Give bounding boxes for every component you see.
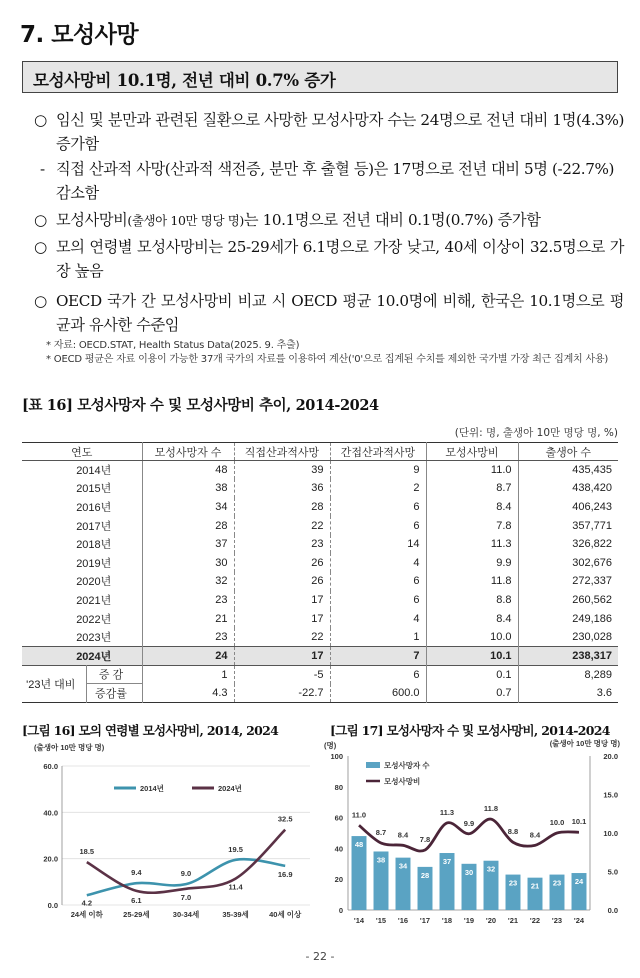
- table-cell: 8.4: [426, 498, 518, 517]
- y-axis-title: (출생아 10만 명당 명): [34, 743, 105, 752]
- table-cell: -22.7: [234, 684, 330, 703]
- table-cell: 48: [142, 461, 234, 480]
- col-header: 간접산과적사망: [330, 443, 426, 461]
- table-cell: -5: [234, 665, 330, 684]
- table-cell: 36: [234, 479, 330, 498]
- table-cell: 238,317: [518, 646, 618, 665]
- table-row: [22, 591, 618, 610]
- year-cell: 2017년: [76, 520, 112, 533]
- table-cell: 22: [234, 628, 330, 647]
- year-cell: 2020년: [76, 576, 112, 589]
- x-tick-label: '23: [551, 916, 563, 925]
- table-cell: 17: [234, 591, 330, 610]
- y-tick-label: 0.0: [47, 901, 58, 910]
- table-cell: 260,562: [518, 591, 618, 610]
- table-row: [22, 479, 618, 498]
- table-row: [22, 609, 618, 628]
- x-tick-label: 40세 이상: [269, 910, 302, 919]
- data-label: 16.9: [277, 869, 293, 879]
- table-cell: 6: [330, 572, 426, 591]
- table-cell: 1: [330, 628, 426, 647]
- data-label: 9.4: [131, 868, 142, 878]
- x-tick-label: '22: [529, 916, 541, 925]
- col-header: 직접산과적사망: [234, 443, 330, 461]
- bullet-text: 직접 산과적 사망(산과적 색전증, 분만 후 출혈 등)은 17명으로 전년 대비 5명 (-22.7%) 감소함: [56, 160, 615, 202]
- section-title: 7. 모성사망: [20, 22, 139, 48]
- x-tick-label: '18: [441, 916, 453, 925]
- table-cell: 23: [142, 628, 234, 647]
- data-label: 32.5: [277, 814, 293, 824]
- bullet-5: [34, 289, 624, 337]
- table-cell: 10.1: [426, 646, 518, 665]
- table-cell: 23: [234, 535, 330, 554]
- table-cell: 4.3: [142, 684, 234, 703]
- line-value-label: 10.1: [571, 817, 587, 827]
- right-axis-title: (출생아 10만 명당 명): [549, 739, 620, 748]
- data-label: 19.5: [228, 844, 243, 854]
- line-value-label: 7.8: [419, 834, 431, 844]
- year-cell: 2016년: [76, 501, 112, 514]
- legend-swatch-bar: [366, 762, 380, 768]
- table-cell: 2: [330, 479, 426, 498]
- data-label: 4.2: [81, 898, 93, 908]
- data-label: 18.5: [79, 847, 95, 857]
- bullet-2: [40, 157, 624, 205]
- table-unit: (단위: 명, 출생아 10만 명당 명, %): [454, 427, 618, 439]
- col-header: 모성사망자 수: [142, 443, 234, 461]
- table-cell: 6: [330, 498, 426, 517]
- table-row: [22, 684, 618, 703]
- bullet-text: OECD 국가 간 모성사망비 비교 시 OECD 평균 10.0명에 비해, 한국은 10.1명으로 평균과 유사한 수준임: [56, 292, 624, 334]
- x-tick-label: '19: [463, 916, 475, 925]
- bar-value-label: 23: [552, 878, 562, 888]
- table-cell: 39: [234, 461, 330, 480]
- table-row: [22, 461, 618, 480]
- x-tick-label: '20: [485, 916, 497, 925]
- line-value-label: 9.9: [463, 818, 475, 828]
- bullet-text: 모성사망비(출생아 10만 명당 명)는 10.1명으로 전년 대비 0.1명(0.7%) 증가함: [56, 211, 541, 229]
- table-cell: 37: [142, 535, 234, 554]
- source-note: * 자료: OECD.STAT, Health Status Data(2025. 9. 추출): [46, 340, 300, 351]
- table-cell: 34: [142, 498, 234, 517]
- table-cell: 4: [330, 553, 426, 572]
- line-value-label: 11.3: [439, 807, 455, 817]
- line-value-label: 8.8: [507, 827, 519, 837]
- left-tick-label: 80: [334, 782, 343, 792]
- y-tick-label: 40.0: [43, 808, 58, 818]
- bullet-mark: ○: [34, 238, 47, 256]
- table-row: [22, 665, 618, 684]
- table-cell: 9: [330, 461, 426, 480]
- table-cell: 26: [234, 572, 330, 591]
- col-header: 연도: [22, 443, 142, 461]
- x-tick-label: '21: [507, 916, 519, 925]
- table-caption: [표 16] 모성사망자 수 및 모성사망비 추이, 2014-2024: [22, 397, 379, 414]
- bar-value-label: 34: [398, 861, 408, 871]
- line-value-label: 8.4: [529, 830, 541, 840]
- table-cell: 11.0: [426, 461, 518, 480]
- year-cell: 2018년: [76, 539, 112, 552]
- table-cell: 272,337: [518, 572, 618, 591]
- year-cell: 2024년: [22, 646, 142, 665]
- line-value-label: 11.8: [483, 804, 499, 814]
- table-cell: 32: [142, 572, 234, 591]
- bar-value-label: 21: [530, 881, 540, 891]
- right-tick-label: 15.0: [603, 790, 618, 800]
- col-header: 출생아 수: [518, 443, 618, 461]
- table-cell: 0.1: [426, 665, 518, 684]
- data-label: 6.1: [131, 895, 142, 905]
- oecd-note: * OECD 평균은 자료 이용이 가능한 37개 국가의 자료를 이용하여 계산('0'으로 집계된 수치를 제외한 국가별 가장 최근 집계치 사용): [46, 354, 609, 365]
- table-cell: 7.8: [426, 516, 518, 535]
- table-cell: 600.0: [330, 684, 426, 703]
- figure-16-caption: [그림 16] 모의 연령별 모성사망비, 2014, 2024: [22, 723, 279, 738]
- table-cell: 17: [234, 646, 330, 665]
- left-tick-label: 60: [334, 813, 343, 823]
- table-row: [22, 553, 618, 572]
- table-cell: 30: [142, 553, 234, 572]
- diff-group-cell: '23년 대비: [26, 678, 76, 691]
- y-tick-label: 60.0: [43, 762, 58, 771]
- right-tick-label: 5.0: [607, 867, 618, 877]
- bar-value-label: 37: [442, 857, 452, 867]
- bullet-mark: ○: [34, 211, 47, 229]
- trend-chart: [322, 738, 622, 932]
- x-tick-label: 30-34세: [172, 910, 200, 919]
- line-value-label: 8.7: [375, 828, 387, 838]
- x-tick-label: 25-29세: [123, 910, 150, 919]
- year-cell: 2021년: [76, 594, 112, 607]
- table-cell: 28: [142, 516, 234, 535]
- year-cell: 2014년: [76, 465, 112, 478]
- legend-label: 2024년: [218, 784, 242, 793]
- x-tick-label: '24: [573, 916, 585, 925]
- table-cell: 22: [234, 516, 330, 535]
- y-tick-label: 20.0: [43, 854, 58, 864]
- table-cell: 230,028: [518, 628, 618, 647]
- year-cell: 2019년: [76, 557, 112, 570]
- table-cell: 24: [142, 646, 234, 665]
- bar-value-label: 24: [574, 877, 584, 887]
- right-tick-label: 20.0: [603, 752, 618, 761]
- table-cell: 8.7: [426, 479, 518, 498]
- table-cell: 1: [142, 665, 234, 684]
- bar-value-label: 38: [376, 855, 386, 865]
- data-label: 7.0: [180, 892, 192, 902]
- table-cell: 6: [330, 665, 426, 684]
- table-cell: 11.3: [426, 535, 518, 554]
- line-value-label: 10.0: [549, 818, 565, 827]
- legend-label: 2014년: [140, 784, 164, 793]
- maternal-death-table: [22, 442, 618, 703]
- bullet-1: [34, 108, 624, 156]
- table-cell: 435,435: [518, 461, 618, 480]
- x-tick-label: '17: [419, 916, 431, 925]
- line-value-label: 8.4: [397, 830, 409, 840]
- table-cell: 326,822: [518, 535, 618, 554]
- diff-label-cell: 증 감: [86, 665, 142, 684]
- data-label: 11.4: [228, 882, 243, 892]
- year-cell: 2023년: [76, 631, 112, 644]
- table-cell: 249,186: [518, 609, 618, 628]
- legend-label: 모성사망비: [384, 777, 421, 786]
- left-axis-title: (명): [324, 741, 337, 750]
- left-tick-label: 100: [330, 752, 343, 761]
- table-cell: 9.9: [426, 553, 518, 572]
- table-row: [22, 572, 618, 591]
- bullet-3: [34, 208, 624, 233]
- year-cell: 2015년: [76, 483, 112, 496]
- bullet-text: 임신 및 분만과 관련된 질환으로 사망한 모성사망자 수는 24명으로 전년 대비 1명(4.3%) 증가함: [56, 111, 624, 153]
- line-value-label: 11.0: [351, 810, 367, 820]
- bullet-text: 모의 연령별 모성사망비는 25-29세가 6.1명으로 가장 낮고, 40세 이상이 32.5명으로 가장 높음: [56, 238, 624, 280]
- data-label: 9.0: [180, 869, 192, 879]
- bullet-mark: ○: [34, 111, 47, 129]
- bar-value-label: 30: [464, 867, 474, 877]
- table-cell: 17: [234, 609, 330, 628]
- right-tick-label: 0.0: [607, 906, 618, 915]
- table-cell: 438,420: [518, 479, 618, 498]
- table-cell: 26: [234, 553, 330, 572]
- table-cell: 0.7: [426, 684, 518, 703]
- legend-label: 모성사망자 수: [384, 761, 430, 770]
- bar-value-label: 32: [486, 864, 496, 874]
- year-cell: 2022년: [76, 613, 112, 626]
- bullet-mark: -: [40, 160, 45, 178]
- table-cell: 21: [142, 609, 234, 628]
- table-row: [22, 628, 618, 647]
- age-maternal-chart: [22, 738, 317, 930]
- table-cell: 38: [142, 479, 234, 498]
- col-header: 모성사망비: [426, 443, 518, 461]
- left-tick-label: 20: [334, 875, 343, 885]
- x-tick-label: 35-39세: [222, 910, 249, 919]
- table-cell: 23: [142, 591, 234, 610]
- bar-value-label: 23: [508, 878, 518, 888]
- diff-label-cell: 증감률: [86, 684, 142, 703]
- bullet-4: [34, 235, 624, 283]
- table-row: [22, 498, 618, 517]
- bar-value-label: 28: [420, 870, 430, 880]
- x-tick-label: 24세 이하: [70, 910, 103, 919]
- table-row: [22, 516, 618, 535]
- x-tick-label: '14: [353, 916, 365, 925]
- table-cell: 14: [330, 535, 426, 554]
- table-cell: 7: [330, 646, 426, 665]
- headline-box: 모성사망비 10.1명, 전년 대비 0.7% 증가: [22, 61, 618, 93]
- bullet-mark: ○: [34, 292, 47, 310]
- bar-value-label: 48: [354, 840, 364, 850]
- table-cell: 357,771: [518, 516, 618, 535]
- table-cell: 8.4: [426, 609, 518, 628]
- table-cell: 28: [234, 498, 330, 517]
- table-cell: 8,289: [518, 665, 618, 684]
- left-tick-label: 0: [338, 906, 343, 915]
- table-cell: 6: [330, 516, 426, 535]
- table-row: [22, 535, 618, 554]
- x-tick-label: '15: [375, 916, 387, 925]
- table-cell: 10.0: [426, 628, 518, 647]
- x-tick-label: '16: [397, 916, 409, 925]
- table-cell: 11.8: [426, 572, 518, 591]
- table-cell: 6: [330, 591, 426, 610]
- table-row: [22, 646, 618, 665]
- table-cell: 3.6: [518, 684, 618, 703]
- figure-17-caption: [그림 17] 모성사망자 수 및 모성사망비, 2014-2024: [330, 723, 610, 738]
- page-number: - 22 -: [305, 950, 335, 963]
- table-cell: 302,676: [518, 553, 618, 572]
- table-cell: 406,243: [518, 498, 618, 517]
- table-cell: 8.8: [426, 591, 518, 610]
- right-tick-label: 10.0: [603, 829, 618, 838]
- table-cell: 4: [330, 609, 426, 628]
- left-tick-label: 40: [334, 844, 343, 854]
